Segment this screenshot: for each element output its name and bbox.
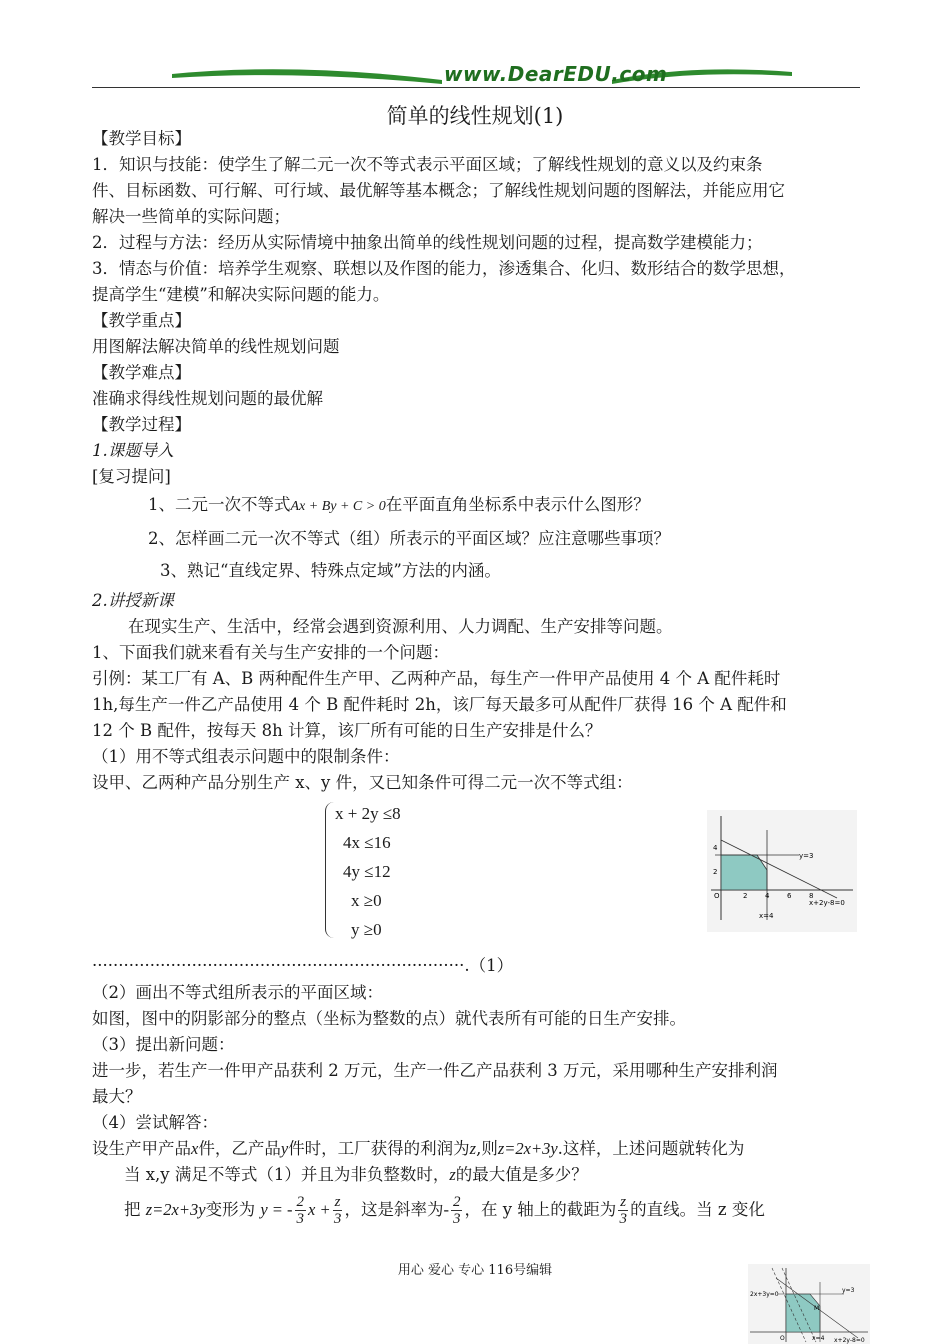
subsection-heading: 1.课题导入: [92, 441, 174, 460]
label-y3: y=3: [799, 852, 814, 860]
section-heading: 【教学目标】: [92, 129, 191, 148]
paragraph-line: 件、目标函数、可行解、可行域、最优解等基本概念；了解线性规划问题的图解法，并能应用它: [92, 181, 785, 200]
tick-label: 6: [787, 892, 792, 900]
feasible-region-graph: [707, 810, 857, 932]
objective-line-graph: [748, 1264, 870, 1344]
paragraph-line: 当 x,y 满足不等式（1）并且为非负整数时，z的最大值是多少？: [124, 1165, 588, 1184]
paragraph-line: （3）提出新问题：: [92, 1035, 235, 1054]
inequality-row: x + 2y ≤8: [335, 804, 401, 823]
paragraph-line: 12 个 B 配件，按每天 8h 计算，该厂所有可能的日生产安排是什么？: [92, 721, 602, 740]
inequality-row: 4x ≤16: [343, 833, 391, 852]
tick-label: 4: [765, 892, 770, 900]
formula-line: 把 z=2x+3y变形为 y = - $\frac{2}{3}$ x + $\frac{z}{3}$ ，这是斜率为- $\frac{2}{3}$ ，在 y 轴上的截距为 $\frac{z}{3}$ 的直线。当 z 变化: [124, 1194, 765, 1227]
section-heading: 【教学过程】: [92, 415, 191, 434]
tick-label: 4: [713, 844, 718, 852]
paragraph-line: （4）尝试解答：: [92, 1113, 218, 1132]
label-y3: y=3: [842, 1287, 855, 1294]
tick-label: 2: [713, 868, 718, 876]
label-line: x+2y-8=0: [809, 899, 845, 907]
inequality-system: [325, 800, 425, 945]
label-origin: O: [780, 1335, 785, 1342]
site-logo[interactable]: www.DearEDU.com: [444, 62, 668, 86]
paragraph-line: 引例：某工厂有 A、B 两种配件生产甲、乙两种产品，每生产一件甲产品使用 4 个 A 配件耗时: [92, 669, 781, 688]
dotted-leader: ·······································································.（1）: [92, 956, 514, 975]
label-x4: x=4: [812, 1335, 825, 1342]
inequality-row: y ≥0: [351, 920, 382, 939]
paragraph-line: 如图，图中的阴影部分的整点（坐标为整数的点）就代表所有可能的日生产安排。: [92, 1009, 686, 1028]
paragraph-line: 1．知识与技能：使学生了解二元一次不等式表示平面区域；了解线性规划的意义以及约束条: [92, 155, 763, 174]
fraction: $\frac{z}{3}$: [619, 1194, 627, 1227]
section-heading: 【教学重点】: [92, 311, 191, 330]
fraction: $\frac{2}{3}$: [452, 1194, 461, 1227]
fraction: $\frac{2}{3}$: [296, 1194, 305, 1227]
inequality-row: x ≥0: [351, 891, 382, 910]
paragraph-line: 解决一些简单的实际问题；: [92, 207, 290, 226]
label-objective: 2x+3y=0: [750, 1291, 779, 1298]
paragraph-line: 3．情态与价值：培养学生观察、联想以及作图的能力，渗透集合、化归、数形结合的数学思想，: [92, 259, 796, 278]
page-footer: 用心 爱心 专心 116号编辑: [397, 1263, 553, 1278]
label-line: x+2y-8=0: [834, 1337, 865, 1344]
tick-label: 2: [743, 892, 748, 900]
page-header: [92, 60, 860, 92]
question-line: 2、怎样画二元一次不等式（组）所表示的平面区域？应注意哪些事项？: [148, 529, 670, 548]
paragraph-line: 1、下面我们就来看有关与生产安排的一个问题：: [92, 643, 449, 662]
label-origin: O: [714, 892, 720, 900]
subsection-heading: 2.讲授新课: [92, 591, 174, 610]
paragraph-line: 准确求得线性规划问题的最优解: [92, 389, 323, 408]
paragraph-line: 在现实生产、生活中，经常会遇到资源利用、人力调配、生产安排等问题。: [128, 617, 673, 636]
section-heading: 【教学难点】: [92, 363, 191, 382]
fraction: $\frac{z}{3}$: [333, 1194, 342, 1227]
system-brace: [325, 802, 334, 938]
paragraph-line: 设甲、乙两种产品分别生产 x、y 件，又已知条件可得二元一次不等式组：: [92, 773, 633, 792]
paragraph-line: （1）用不等式组表示问题中的限制条件：: [92, 747, 400, 766]
paragraph-line: 1h,每生产一件乙产品使用 4 个 B 配件耗时 2h，该厂每天最多可从配件厂获得 16 个 A 配件和: [92, 695, 787, 714]
page-title: 简单的线性规划(1): [386, 104, 564, 128]
inequality-row: 4y ≤12: [343, 862, 391, 881]
paragraph-line: （2）画出不等式组所表示的平面区域：: [92, 983, 383, 1002]
paragraph-line: 最大？: [92, 1087, 142, 1106]
paragraph-line: 设生产甲产品x件，乙产品y件时，工厂获得的利润为z,则z=2x+3y.这样，上述问题就转化为: [92, 1139, 745, 1158]
label-x4: x=4: [759, 912, 774, 920]
paragraph-line: 提高学生“建模”和解决实际问题的能力。: [92, 285, 390, 304]
question-line: 3、熟记“直线定界、特殊点定域”方法的内涵。: [160, 561, 501, 580]
question-line: 1、二元一次不等式Ax + By + C > 0在平面直角坐标系中表示什么图形？: [148, 495, 650, 514]
tick-label: 8: [809, 892, 814, 900]
paragraph-line: 进一步，若生产一件甲产品获利 2 万元，生产一件乙产品获利 3 万元，采用哪种生产安排利润: [92, 1061, 778, 1080]
label-m: M: [814, 1305, 820, 1312]
paragraph-line: [复习提问]: [92, 467, 171, 486]
header-rule: [92, 87, 860, 88]
paragraph-line: 2．过程与方法：经历从实际情境中抽象出简单的线性规划问题的过程，提高数学建模能力；: [92, 233, 763, 252]
paragraph-line: 用图解法解决简单的线性规划问题: [92, 337, 340, 356]
